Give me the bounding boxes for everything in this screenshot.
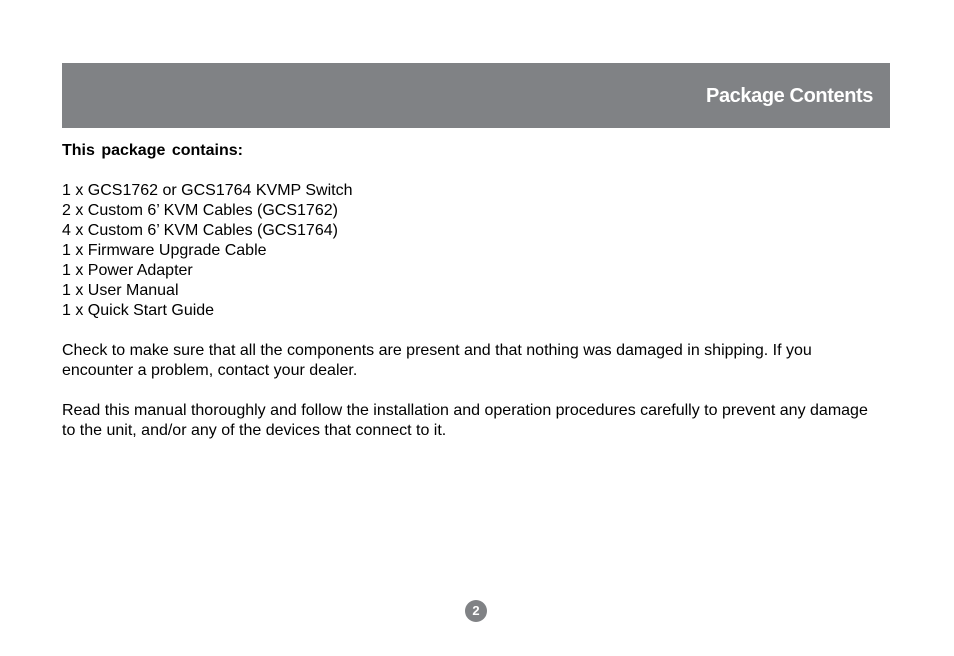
list-item: 1 x Power Adapter (62, 262, 193, 279)
page-number-badge: 2 (465, 600, 487, 622)
section-title: Package Contents (706, 85, 873, 107)
package-item-list (62, 181, 874, 321)
page-content (62, 141, 874, 461)
list-item: 1 x GCS1762 or GCS1764 KVMP Switch (62, 182, 353, 199)
list-item: 4 x Custom 6’ KVM Cables (GCS1764) (62, 222, 338, 239)
section-header-bar (62, 63, 890, 128)
list-item: 1 x User Manual (62, 282, 179, 299)
list-item: 1 x Quick Start Guide (62, 302, 215, 319)
read-manual-paragraph: Read this manual thoroughly and follow the installation and operation procedures carefully to prevent any damage to the unit, and/or any of the devices that connect to it. (62, 402, 868, 439)
list-item: 2 x Custom 6’ KVM Cables (GCS1762) (62, 202, 338, 219)
check-components-paragraph: Check to make sure that all the components are present and that nothing was damaged in shipping. If you encounter a problem, contact your dealer. (62, 342, 812, 379)
list-item: 1 x Firmware Upgrade Cable (62, 242, 267, 259)
package-intro-heading: This package contains: (62, 142, 243, 159)
